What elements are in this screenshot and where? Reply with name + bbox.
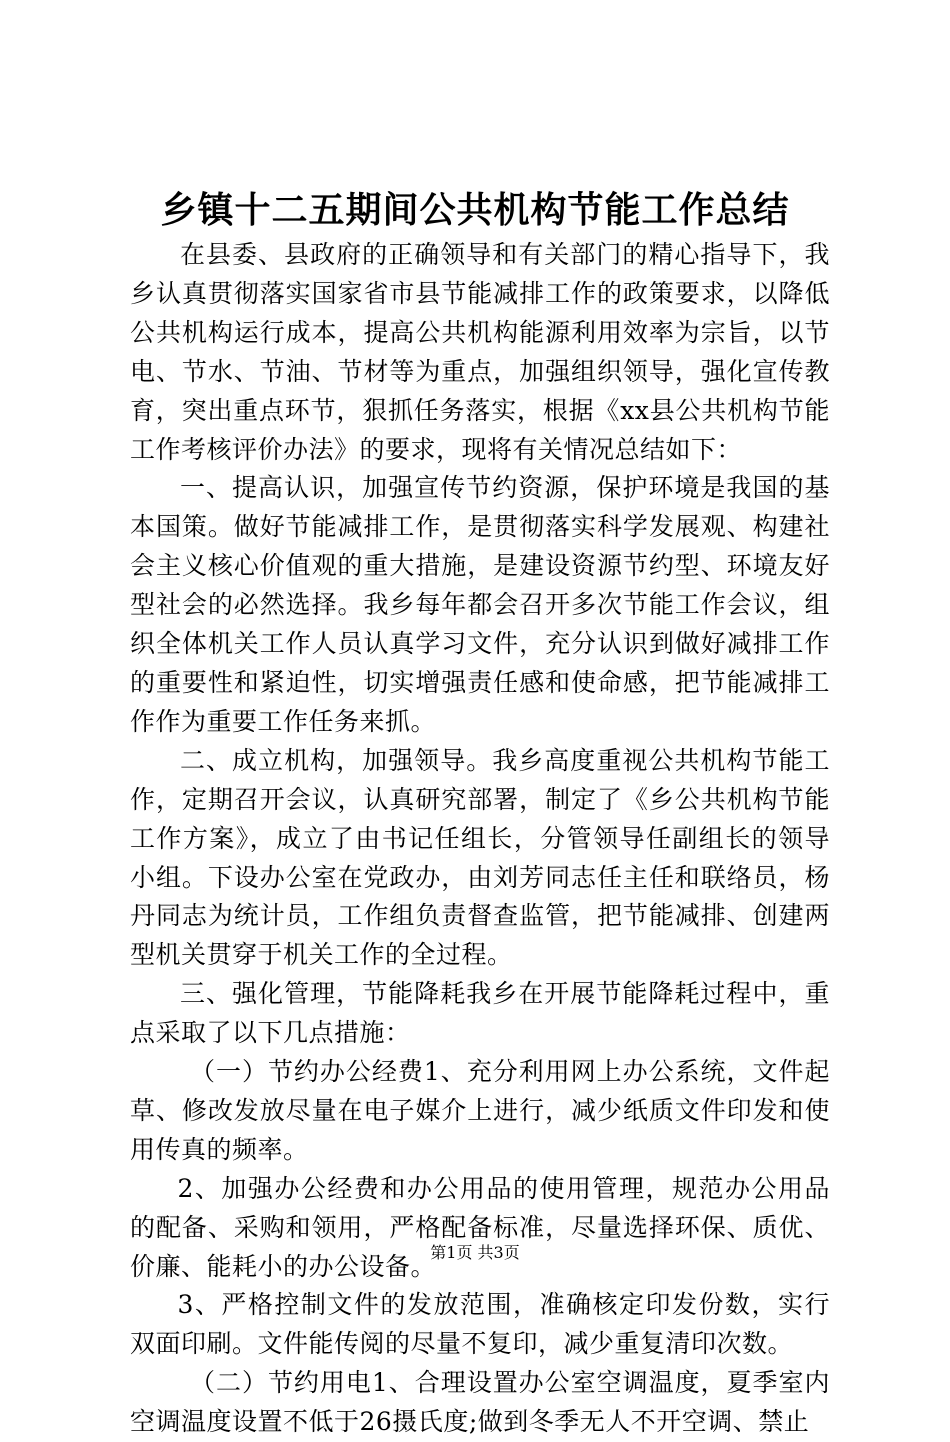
paragraph-section-3: 三、强化管理，节能降耗我乡在开展节能降耗过程中，重点采取了以下几点措施： xyxy=(130,979,830,1048)
paragraph-item-3: 3、严格控制文件的发放范围，准确核定印发份数，实行双面印刷。文件能传阅的尽量不复印，减少重复清印次数。 xyxy=(130,1290,830,1359)
page-footer: 第1页 共3页 xyxy=(430,1243,520,1262)
paragraph-section-2: 二、成立机构，加强领导。我乡高度重视公共机构节能工作，定期召开会议，认真研究部署，制定了《乡公共机构节能工作方案》，成立了由书记任组长，分管领导任副组长的领导小组。下设办公室在党政办，由刘芳同志任主任和联络员，杨丹同志为统计员，工作组负责督查监管，把节能减排、创建两型机关贯穿于机关工作的全过程。 xyxy=(130,745,830,970)
paragraph-subsection-2: （二）节约用电1、合理设置办公室空调温度，夏季室内空调温度设置不低于26摄氏度;做到冬季无人不开空调、禁止 xyxy=(130,1368,830,1437)
paragraph-intro: 在县委、县政府的正确领导和有关部门的精心指导下，我乡认真贯彻落实国家省市县节能减排工作的政策要求，以降低公共机构运行成本，提高公共机构能源利用效率为宗旨，以节电、节水、节油、节材等为重点，加强组织领导，强化宣传教育，突出重点环节，狠抓任务落实，根据《xx县公共机构节能工作考核评价办法》的要求，现将有关情况总结如下： xyxy=(130,240,830,464)
paragraph-section-1: 一、提高认识，加强宣传节约资源，保护环境是我国的基本国策。做好节能减排工作，是贯彻落实科学发展观、构建社会主义核心价值观的重大措施，是建设资源节约型、环境友好型社会的必然选择。我乡每年都会召开多次节能工作会议，组织全体机关工作人员认真学习文件，充分认识到做好减排工作的重要性和紧迫性，切实增强责任感和使命感，把节能减排工作作为重要工作任务来抓。 xyxy=(130,473,830,736)
paragraph-subsection-1: （一）节约办公经费1、充分利用网上办公系统，文件起草、修改发放尽量在电子媒介上进行，减少纸质文件印发和使用传真的频率。 xyxy=(130,1057,830,1164)
document-title: 乡镇十二五期间公共机构节能工作总结 xyxy=(160,189,790,231)
paragraph-item-2: 2、加强办公经费和办公用品的使用管理，规范办公用品的配备、采购和领用，严格配备标准，尽量选择环保、质优、价廉、能耗小的办公设备。 xyxy=(130,1173,830,1281)
